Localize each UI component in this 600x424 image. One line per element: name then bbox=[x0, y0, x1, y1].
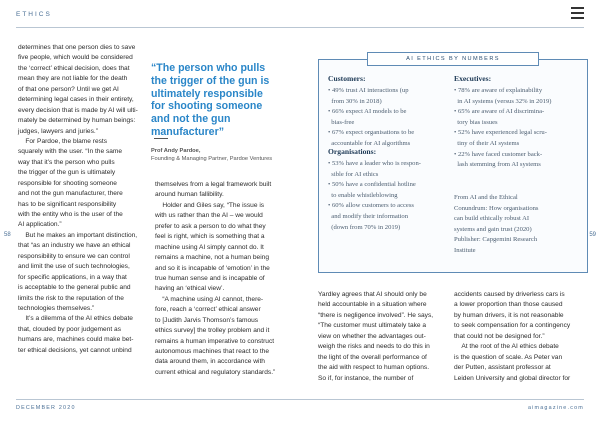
source-line: Conundrum: How organisations bbox=[454, 204, 539, 212]
stat-line: • 66% expect AI models to be bbox=[328, 108, 407, 116]
text-line: around human fallibility. bbox=[155, 191, 224, 199]
quote-line: ultimately responsible bbox=[151, 87, 263, 100]
text-line: to seek compensation for a contingency bbox=[454, 322, 571, 330]
body-column-3 bbox=[318, 290, 433, 384]
text-line: Yardley agrees that AI should only be bbox=[318, 291, 427, 298]
text-line: determines that one person dies to save bbox=[18, 44, 136, 51]
stat-line: and modify their information bbox=[328, 212, 409, 220]
text-line: responsible for shooting someone bbox=[18, 179, 117, 187]
customers-heading: Customers: bbox=[328, 74, 366, 83]
quote-line: “The person who pulls bbox=[151, 62, 266, 74]
quote-divider bbox=[154, 138, 168, 139]
quote-author-title: Founding & Managing Partner, Pardoe Ventures bbox=[151, 156, 273, 162]
stat-line: tiny of their AI systems bbox=[454, 139, 520, 147]
stat-line: • 22% have faced customer back- bbox=[454, 150, 543, 158]
text-line: weigh the risks and needs to do this in bbox=[318, 343, 430, 351]
text-line: Holder and Giles say, “The issue is bbox=[155, 201, 265, 209]
text-line: view on whether the advantages out- bbox=[318, 332, 426, 340]
stat-line: tory bias issues bbox=[454, 118, 498, 126]
text-line: remains a machine, not a human being bbox=[155, 254, 269, 262]
text-line: has to be significant responsibility bbox=[18, 200, 117, 208]
stat-line: • 78% are aware of explainability bbox=[454, 87, 543, 94]
source-line: Publisher: Capgemini Research bbox=[454, 236, 538, 244]
text-line: five people, which would be considered bbox=[18, 54, 133, 62]
text-line: remains a human imperative to construct bbox=[155, 337, 275, 345]
stat-line: accountable for AI algorithms bbox=[328, 139, 411, 147]
stat-line: to enable whistleblowing bbox=[328, 191, 398, 199]
text-line: It’s a dilemma of the AI ethics debate bbox=[18, 315, 133, 323]
text-line: the aid with respect to human options. bbox=[318, 364, 430, 372]
stats-source bbox=[454, 193, 539, 257]
quote-attribution bbox=[151, 147, 272, 163]
text-line: the light of the overall performance of bbox=[318, 353, 427, 361]
text-line: feel is right, which is something that a bbox=[155, 233, 265, 241]
footer-date: DECEMBER 2020 bbox=[16, 405, 76, 411]
source-line: systems and gain trust (2020) bbox=[454, 225, 532, 233]
text-line: Leiden University and global director for bbox=[454, 374, 571, 382]
text-line: “there is negligence involved”. He says, bbox=[318, 311, 434, 319]
text-line: technologies themselves.” bbox=[18, 304, 95, 312]
quote-line: and not the gun bbox=[151, 113, 231, 126]
text-line: der Putten, assistant professor at bbox=[454, 364, 551, 372]
body-column-4 bbox=[454, 290, 570, 384]
text-line: accidents caused by driverless cars is bbox=[454, 291, 565, 298]
menu-icon[interactable] bbox=[571, 7, 584, 18]
stat-line: • 49% trust AI interactions (up bbox=[328, 87, 409, 94]
text-line: limits the risk to the reputation of the bbox=[18, 294, 124, 302]
text-line: judges, lawyers and juries.” bbox=[18, 127, 98, 135]
text-line: the ‘correct’ ethical decision, does that bbox=[18, 64, 130, 72]
stat-line: from 30% in 2018) bbox=[328, 97, 382, 105]
stat-line: • 53% have a leader who is respon- bbox=[328, 160, 421, 167]
text-line: ethics survey] the trolley problem and it bbox=[155, 327, 270, 335]
section-label: ETHICS bbox=[16, 11, 52, 18]
text-line: and not the gun manufacturer, there bbox=[18, 190, 123, 198]
text-line: is the question of scale. As Peter van bbox=[454, 353, 563, 361]
executives-heading: Executives: bbox=[454, 74, 492, 83]
text-line: and limit the use of such technologies, bbox=[18, 263, 130, 271]
page-number-left: 58 bbox=[4, 232, 11, 238]
text-line: to [Judith Jarvis Thomson’s famous bbox=[155, 316, 259, 324]
stat-line: sible for AI ethics bbox=[328, 170, 379, 178]
quote-line: the trigger of the gun is bbox=[151, 74, 270, 87]
text-line: themselves from a legal framework built bbox=[155, 181, 272, 188]
stat-line: lash stemming from AI systems bbox=[454, 161, 541, 169]
quote-author: Prof Andy Pardoe, bbox=[151, 148, 201, 154]
text-line: by human drivers, it is not reasonable bbox=[454, 311, 564, 319]
text-line: determining legal cases in their entirety, bbox=[18, 96, 134, 104]
text-line: data around them, in accordance with bbox=[155, 358, 265, 366]
text-line: responsibility to ensure we can control bbox=[18, 252, 130, 260]
footer-site[interactable]: aimagazine.com bbox=[527, 405, 584, 411]
text-line: squarely with the user. “In the same bbox=[18, 148, 123, 156]
text-line: But he makes an important distinction, bbox=[18, 231, 138, 239]
text-line: fore, reach a ‘correct’ ethical answer bbox=[155, 306, 261, 314]
text-line: mately be determined by human beings: bbox=[18, 117, 136, 125]
stat-line: • 50% have a confidential hotline bbox=[328, 181, 416, 189]
text-line: for specific applications, in a way that bbox=[18, 273, 127, 281]
quote-line: for shooting someone bbox=[151, 100, 263, 113]
text-line: that could not be designed for.” bbox=[454, 332, 545, 340]
text-line: that “as an industry we have an ethical bbox=[18, 242, 131, 250]
stat-line: in AI systems (versus 32% in 2019) bbox=[454, 97, 552, 105]
text-line: current ethical and regulatory standards.” bbox=[155, 368, 276, 376]
text-line: So if, for instance, the number of bbox=[318, 374, 414, 382]
text-line: machine using AI simply cannot do. It bbox=[155, 243, 264, 251]
text-line: AI application.” bbox=[18, 221, 62, 229]
text-line: For Pardoe, the blame rests bbox=[18, 137, 108, 145]
text-line: At the root of the AI ethics debate bbox=[454, 343, 559, 351]
text-line: mean they are not liable for the death bbox=[18, 75, 128, 83]
text-line: a lower proportion than those caused bbox=[454, 301, 563, 309]
quote-line: manufacturer” bbox=[151, 125, 224, 138]
text-line: autonomous machines that react to the bbox=[155, 348, 269, 355]
text-line: having an ‘ethical view’. bbox=[155, 285, 225, 293]
text-line: is acceptable to the general public and bbox=[18, 284, 131, 292]
organisations-heading: Organisations: bbox=[328, 147, 377, 156]
stat-line: • 52% have experienced legal scru- bbox=[454, 129, 547, 137]
body-column-1 bbox=[18, 43, 138, 356]
stat-line: • 65% are aware of AI discrimina- bbox=[454, 108, 545, 116]
executives-list bbox=[454, 86, 551, 171]
text-line: with us rather than the AI – we would bbox=[155, 212, 263, 220]
stat-line: • 67% expect organisations to be bbox=[328, 129, 415, 137]
text-line: the trigger of the gun is ultimately bbox=[18, 169, 116, 177]
text-line: held accountable in a situation where bbox=[318, 301, 427, 309]
body-column-2 bbox=[155, 180, 275, 378]
text-line: every decision that is made by AI will ulti- bbox=[18, 106, 138, 114]
text-line: “A machine using AI cannot, there- bbox=[155, 295, 264, 303]
text-line: and so it is incapable of ‘emotion’ in the bbox=[155, 264, 270, 272]
text-line: prefer to ask a person to do what they bbox=[155, 222, 266, 230]
text-line: true human sense and is incapable of bbox=[155, 274, 265, 282]
footer-divider bbox=[16, 399, 584, 400]
page-number-right: 59 bbox=[589, 232, 596, 238]
stats-box-title: AI ETHICS BY NUMBERS bbox=[367, 52, 539, 66]
pull-quote bbox=[151, 62, 303, 139]
source-line: can build ethically robust AI bbox=[454, 215, 530, 223]
source-line: Institute bbox=[454, 246, 476, 254]
stat-line: (down from 70% in 2019) bbox=[328, 223, 401, 231]
text-line: of that one person? Until we get AI bbox=[18, 85, 119, 93]
text-line: with the entity who is the user of the bbox=[18, 211, 123, 218]
header-divider bbox=[16, 27, 584, 28]
text-line: way that it’s the person who pulls bbox=[18, 158, 115, 166]
source-line: From AI and the Ethical bbox=[454, 194, 518, 201]
customers-list bbox=[328, 86, 414, 150]
text-line: “The customer must ultimately take a bbox=[318, 322, 427, 330]
text-line: ter ethical decisions, yet cannot unbind bbox=[18, 346, 132, 354]
stat-line: bias-free bbox=[328, 118, 355, 126]
organisations-list bbox=[328, 159, 421, 233]
text-line: that, clouded by poor judgement as bbox=[18, 325, 122, 333]
stat-line: • 60% allow customers to access bbox=[328, 202, 414, 210]
text-line: humans are, machines could make bet- bbox=[18, 336, 134, 344]
